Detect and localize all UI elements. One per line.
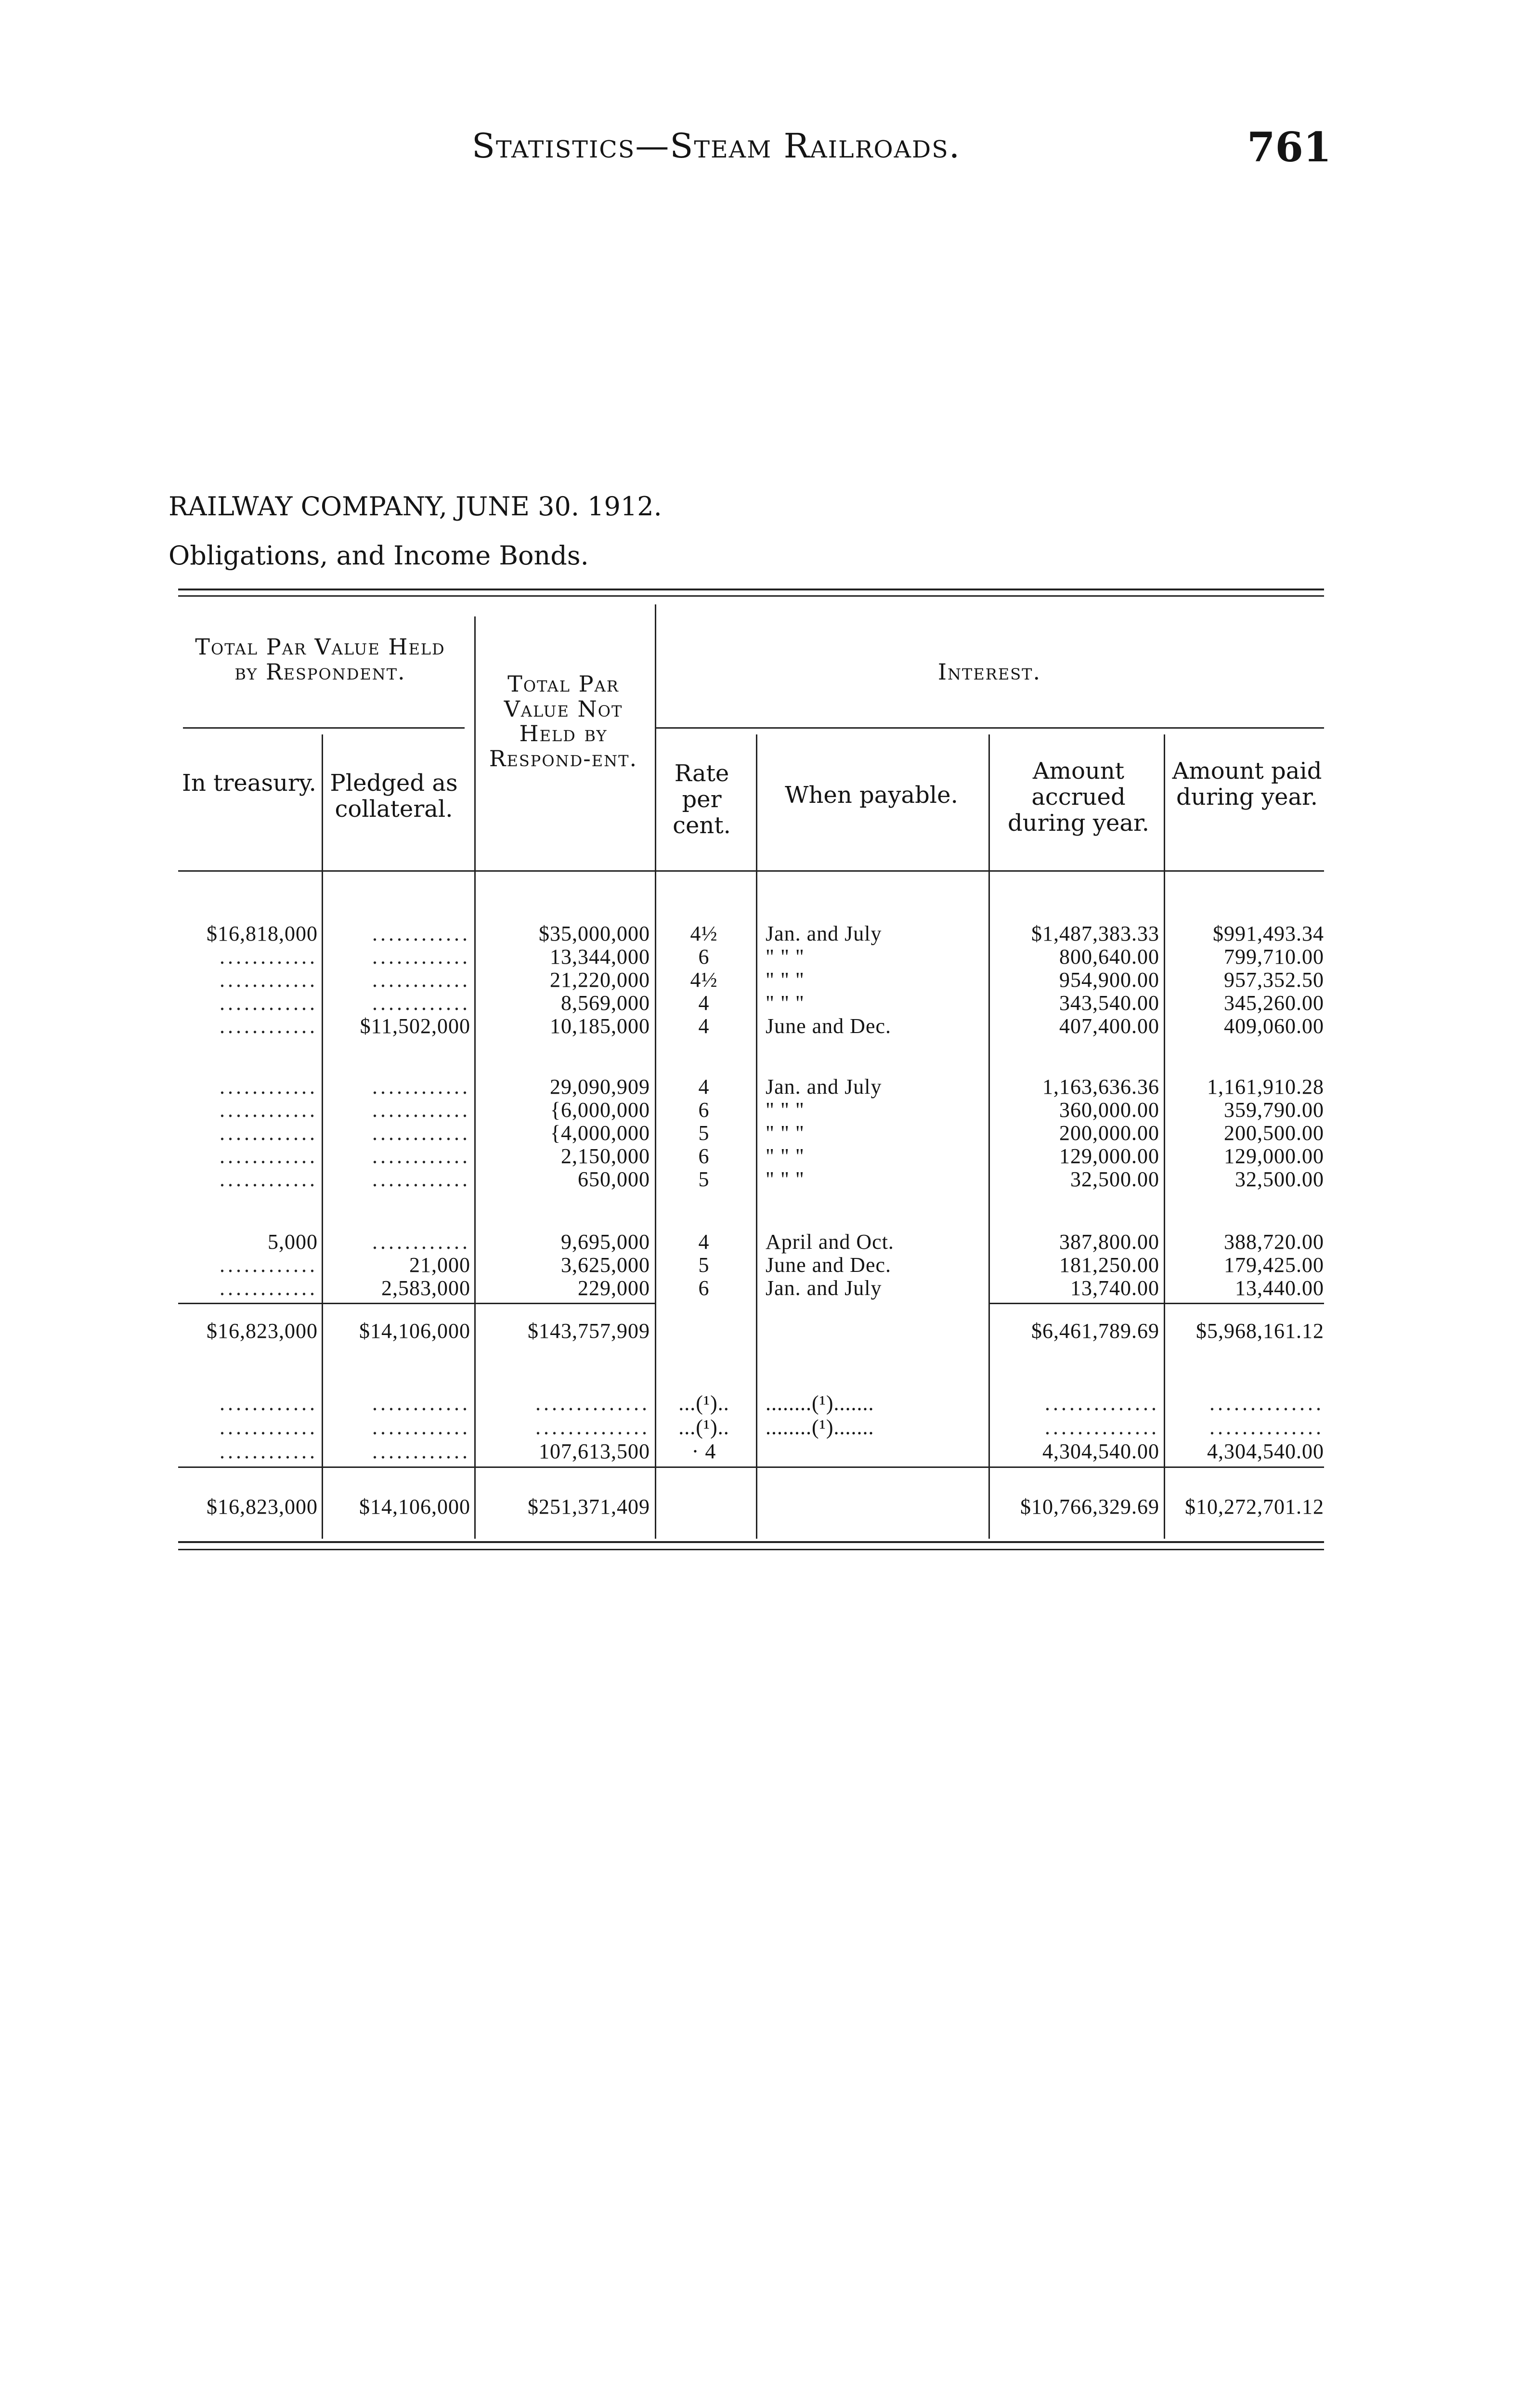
- extra-row-2-accrued: ..............: [1045, 1415, 1159, 1439]
- header-amount-paid: Amount paid during year.: [1172, 758, 1322, 811]
- table-row-5-pledged: $11,502,000: [360, 1014, 470, 1038]
- table-row-12-accrued: 181,250.00: [1059, 1253, 1159, 1277]
- header-held-underline: [183, 727, 465, 729]
- extra-row-2-not-held: ..............: [535, 1415, 650, 1439]
- table-row-7-treasury: ............: [220, 1098, 318, 1122]
- table-row-3-rate: 4½: [690, 968, 718, 992]
- table-row-13-treasury: ............: [220, 1276, 318, 1300]
- table-row-10-accrued: 32,500.00: [1070, 1167, 1159, 1191]
- subtotal-row-accrued: $6,461,789.69: [1031, 1319, 1159, 1343]
- table-row-8-paid: 200,500.00: [1224, 1121, 1324, 1145]
- table-row-9-not-held: 2,150,000: [561, 1144, 650, 1168]
- table-row-2-not-held: 13,344,000: [550, 945, 650, 968]
- table-row-9-rate: 6: [698, 1144, 710, 1168]
- table-row-3-treasury: ............: [220, 968, 318, 992]
- header-in-treasury: In treasury.: [182, 770, 316, 797]
- table-row-7-rate: 6: [698, 1098, 710, 1122]
- table-subcaption: Obligations, and Income Bonds.: [169, 540, 589, 571]
- table-row-13-accrued: 13,740.00: [1070, 1276, 1159, 1300]
- grand-total-row-accrued: $10,766,329.69: [1020, 1495, 1159, 1518]
- table-row-5-rate: 4: [698, 1014, 710, 1038]
- col-line-1: [322, 734, 323, 1539]
- table-row-2-when: " " ": [766, 945, 805, 968]
- table-row-8-when: " " ": [766, 1121, 805, 1145]
- table-row-4-paid: 345,260.00: [1224, 991, 1324, 1015]
- extra-row-1-when: ........(¹).......: [766, 1391, 874, 1415]
- table-row-3-pledged: ............: [372, 968, 470, 992]
- table-row-13-rate: 6: [698, 1276, 710, 1300]
- table-row-12-not-held: 3,625,000: [561, 1253, 650, 1277]
- header-interest: Interest.: [937, 659, 1041, 685]
- header-amount-accrued: Amount accrued during year.: [1008, 758, 1149, 837]
- table-row-6-treasury: ............: [220, 1075, 318, 1099]
- table-row-11-when: April and Oct.: [766, 1230, 894, 1254]
- subtotal-rule: [178, 1303, 474, 1304]
- table-row-11-accrued: 387,800.00: [1059, 1230, 1159, 1254]
- table-row-12-pledged: 21,000: [409, 1253, 470, 1277]
- table-row-5-paid: 409,060.00: [1224, 1014, 1324, 1038]
- table-row-3-paid: 957,352.50: [1224, 968, 1324, 992]
- table-row-10-not-held: 650,000: [578, 1167, 650, 1191]
- running-head: Statistics—Steam Railroads.: [472, 126, 961, 166]
- table-row-9-when: " " ": [766, 1144, 805, 1168]
- bottom-rule-2: [178, 1549, 1324, 1550]
- table-row-1-when: Jan. and July: [766, 922, 882, 945]
- table-row-1-paid: $991,493.34: [1213, 922, 1324, 945]
- table-row-11-rate: 4: [698, 1230, 710, 1254]
- table-row-12-when: June and Dec.: [766, 1253, 892, 1277]
- table-row-7-not-held: {6,000,000: [550, 1098, 650, 1122]
- grand-total-row-not-held: $251,371,409: [528, 1495, 650, 1518]
- subtotal-row-paid: $5,968,161.12: [1196, 1319, 1324, 1343]
- grand-total-row-pledged: $14,106,000: [359, 1495, 470, 1518]
- header-interest-underline: [655, 727, 1324, 729]
- table-row-1-treasury: $16,818,000: [207, 922, 318, 945]
- table-row-8-accrued: 200,000.00: [1059, 1121, 1159, 1145]
- table-row-10-when: " " ": [766, 1167, 805, 1191]
- table-row-4-treasury: ............: [220, 991, 318, 1015]
- grand-total-row-paid: $10,272,701.12: [1185, 1495, 1324, 1518]
- table-row-3-accrued: 954,900.00: [1059, 968, 1159, 992]
- extra-row-3-paid: 4,304,540.00: [1207, 1440, 1324, 1463]
- subtotal-row-pledged: $14,106,000: [359, 1319, 470, 1343]
- table-row-6-accrued: 1,163,636.36: [1042, 1075, 1159, 1099]
- header-held-group: Total Par Value Held by Respondent.: [195, 634, 445, 685]
- extra-row-2-rate: ...(¹)..: [678, 1415, 729, 1439]
- extra-row-3-rate: · 4: [691, 1440, 716, 1463]
- table-row-12-rate: 5: [698, 1253, 710, 1277]
- table-row-6-rate: 4: [698, 1075, 710, 1099]
- table-row-11-treasury: 5,000: [268, 1230, 318, 1254]
- table-row-8-treasury: ............: [220, 1121, 318, 1145]
- table-row-2-pledged: ............: [372, 945, 470, 968]
- table-row-7-pledged: ............: [372, 1098, 470, 1122]
- extra-row-3-pledged: ............: [372, 1440, 470, 1463]
- table-row-4-pledged: ............: [372, 991, 470, 1015]
- header-pledged: Pledged as collateral.: [330, 770, 458, 823]
- col-line-4: [756, 734, 757, 1539]
- extra-row-3-accrued: 4,304,540.00: [1042, 1440, 1159, 1463]
- table-row-11-paid: 388,720.00: [1224, 1230, 1324, 1254]
- table-row-9-pledged: ............: [372, 1144, 470, 1168]
- table-row-6-when: Jan. and July: [766, 1075, 882, 1099]
- extra-row-1-rate: ...(¹)..: [678, 1391, 729, 1415]
- table-row-13-not-held: 229,000: [578, 1276, 650, 1300]
- col-line-5: [988, 734, 990, 1539]
- table-row-12-paid: 179,425.00: [1224, 1253, 1324, 1277]
- table-row-8-not-held: {4,000,000: [550, 1121, 650, 1145]
- header-when-payable: When payable.: [785, 782, 958, 809]
- table-row-12-treasury: ............: [220, 1253, 318, 1277]
- table-row-1-not-held: $35,000,000: [539, 922, 650, 945]
- extra-row-1-treasury: ............: [220, 1391, 318, 1415]
- table-row-13-paid: 13,440.00: [1235, 1276, 1324, 1300]
- table-row-10-treasury: ............: [220, 1167, 318, 1191]
- page-number: 761: [1247, 123, 1332, 171]
- table-row-5-treasury: ............: [220, 1014, 318, 1038]
- header-rate: Rate per cent.: [673, 760, 731, 839]
- grand-total-rule: [178, 1466, 1324, 1468]
- table-row-2-treasury: ............: [220, 945, 318, 968]
- subtotal-rule-notheld: [474, 1303, 655, 1304]
- table-row-10-pledged: ............: [372, 1167, 470, 1191]
- bottom-rule-1: [178, 1541, 1324, 1543]
- extra-row-3-treasury: ............: [220, 1440, 318, 1463]
- table-row-11-pledged: ............: [372, 1230, 470, 1254]
- extra-row-2-paid: ..............: [1209, 1415, 1324, 1439]
- table-row-6-not-held: 29,090,909: [550, 1075, 650, 1099]
- table-row-9-treasury: ............: [220, 1144, 318, 1168]
- table-caption: RAILWAY COMPANY, JUNE 30. 1912.: [169, 491, 662, 522]
- table-row-2-accrued: 800,640.00: [1059, 945, 1159, 968]
- table-row-8-rate: 5: [698, 1121, 710, 1145]
- table-row-2-paid: 799,710.00: [1224, 945, 1324, 968]
- grand-total-row-treasury: $16,823,000: [207, 1495, 318, 1518]
- top-rule-2: [178, 595, 1324, 597]
- table-row-7-accrued: 360,000.00: [1059, 1098, 1159, 1122]
- table-row-5-not-held: 10,185,000: [550, 1014, 650, 1038]
- extra-row-2-treasury: ............: [220, 1415, 318, 1439]
- col-line-2: [474, 616, 476, 1539]
- table-row-1-rate: 4½: [690, 922, 718, 945]
- subtotal-row-not-held: $143,757,909: [528, 1319, 650, 1343]
- subtotal-row-treasury: $16,823,000: [207, 1319, 318, 1343]
- table-row-6-pledged: ............: [372, 1075, 470, 1099]
- table-row-10-rate: 5: [698, 1167, 710, 1191]
- table-row-3-when: " " ": [766, 968, 805, 992]
- extra-row-2-pledged: ............: [372, 1415, 470, 1439]
- table-row-7-paid: 359,790.00: [1224, 1098, 1324, 1122]
- table-row-13-when: Jan. and July: [766, 1276, 882, 1300]
- subtotal-rule-amounts: [988, 1303, 1324, 1304]
- table-row-2-rate: 6: [698, 945, 710, 968]
- table-row-10-paid: 32,500.00: [1235, 1167, 1324, 1191]
- table-row-3-not-held: 21,220,000: [550, 968, 650, 992]
- extra-row-1-not-held: ..............: [535, 1391, 650, 1415]
- extra-row-1-accrued: ..............: [1045, 1391, 1159, 1415]
- table-row-1-accrued: $1,487,383.33: [1031, 922, 1159, 945]
- table-row-4-not-held: 8,569,000: [561, 991, 650, 1015]
- header-bottom-rule: [178, 870, 1324, 872]
- table-row-1-pledged: ............: [372, 922, 470, 945]
- table-row-8-pledged: ............: [372, 1121, 470, 1145]
- table-row-11-not-held: 9,695,000: [561, 1230, 650, 1254]
- extra-row-1-paid: ..............: [1209, 1391, 1324, 1415]
- table-row-9-paid: 129,000.00: [1224, 1144, 1324, 1168]
- header-not-held: Total Par Value Not Held by Respond-ent.: [489, 671, 638, 772]
- table-row-4-rate: 4: [698, 991, 710, 1015]
- table-row-9-accrued: 129,000.00: [1059, 1144, 1159, 1168]
- table-row-13-pledged: 2,583,000: [381, 1276, 470, 1300]
- table-row-7-when: " " ": [766, 1098, 805, 1122]
- table-row-4-when: " " ": [766, 991, 805, 1015]
- extra-row-3-not-held: 107,613,500: [539, 1440, 650, 1463]
- table-row-5-when: June and Dec.: [766, 1014, 892, 1038]
- top-rule: [178, 589, 1324, 590]
- extra-row-2-when: ........(¹).......: [766, 1415, 874, 1439]
- table-row-4-accrued: 343,540.00: [1059, 991, 1159, 1015]
- table-row-6-paid: 1,161,910.28: [1207, 1075, 1324, 1099]
- table-row-5-accrued: 407,400.00: [1059, 1014, 1159, 1038]
- extra-row-1-pledged: ............: [372, 1391, 470, 1415]
